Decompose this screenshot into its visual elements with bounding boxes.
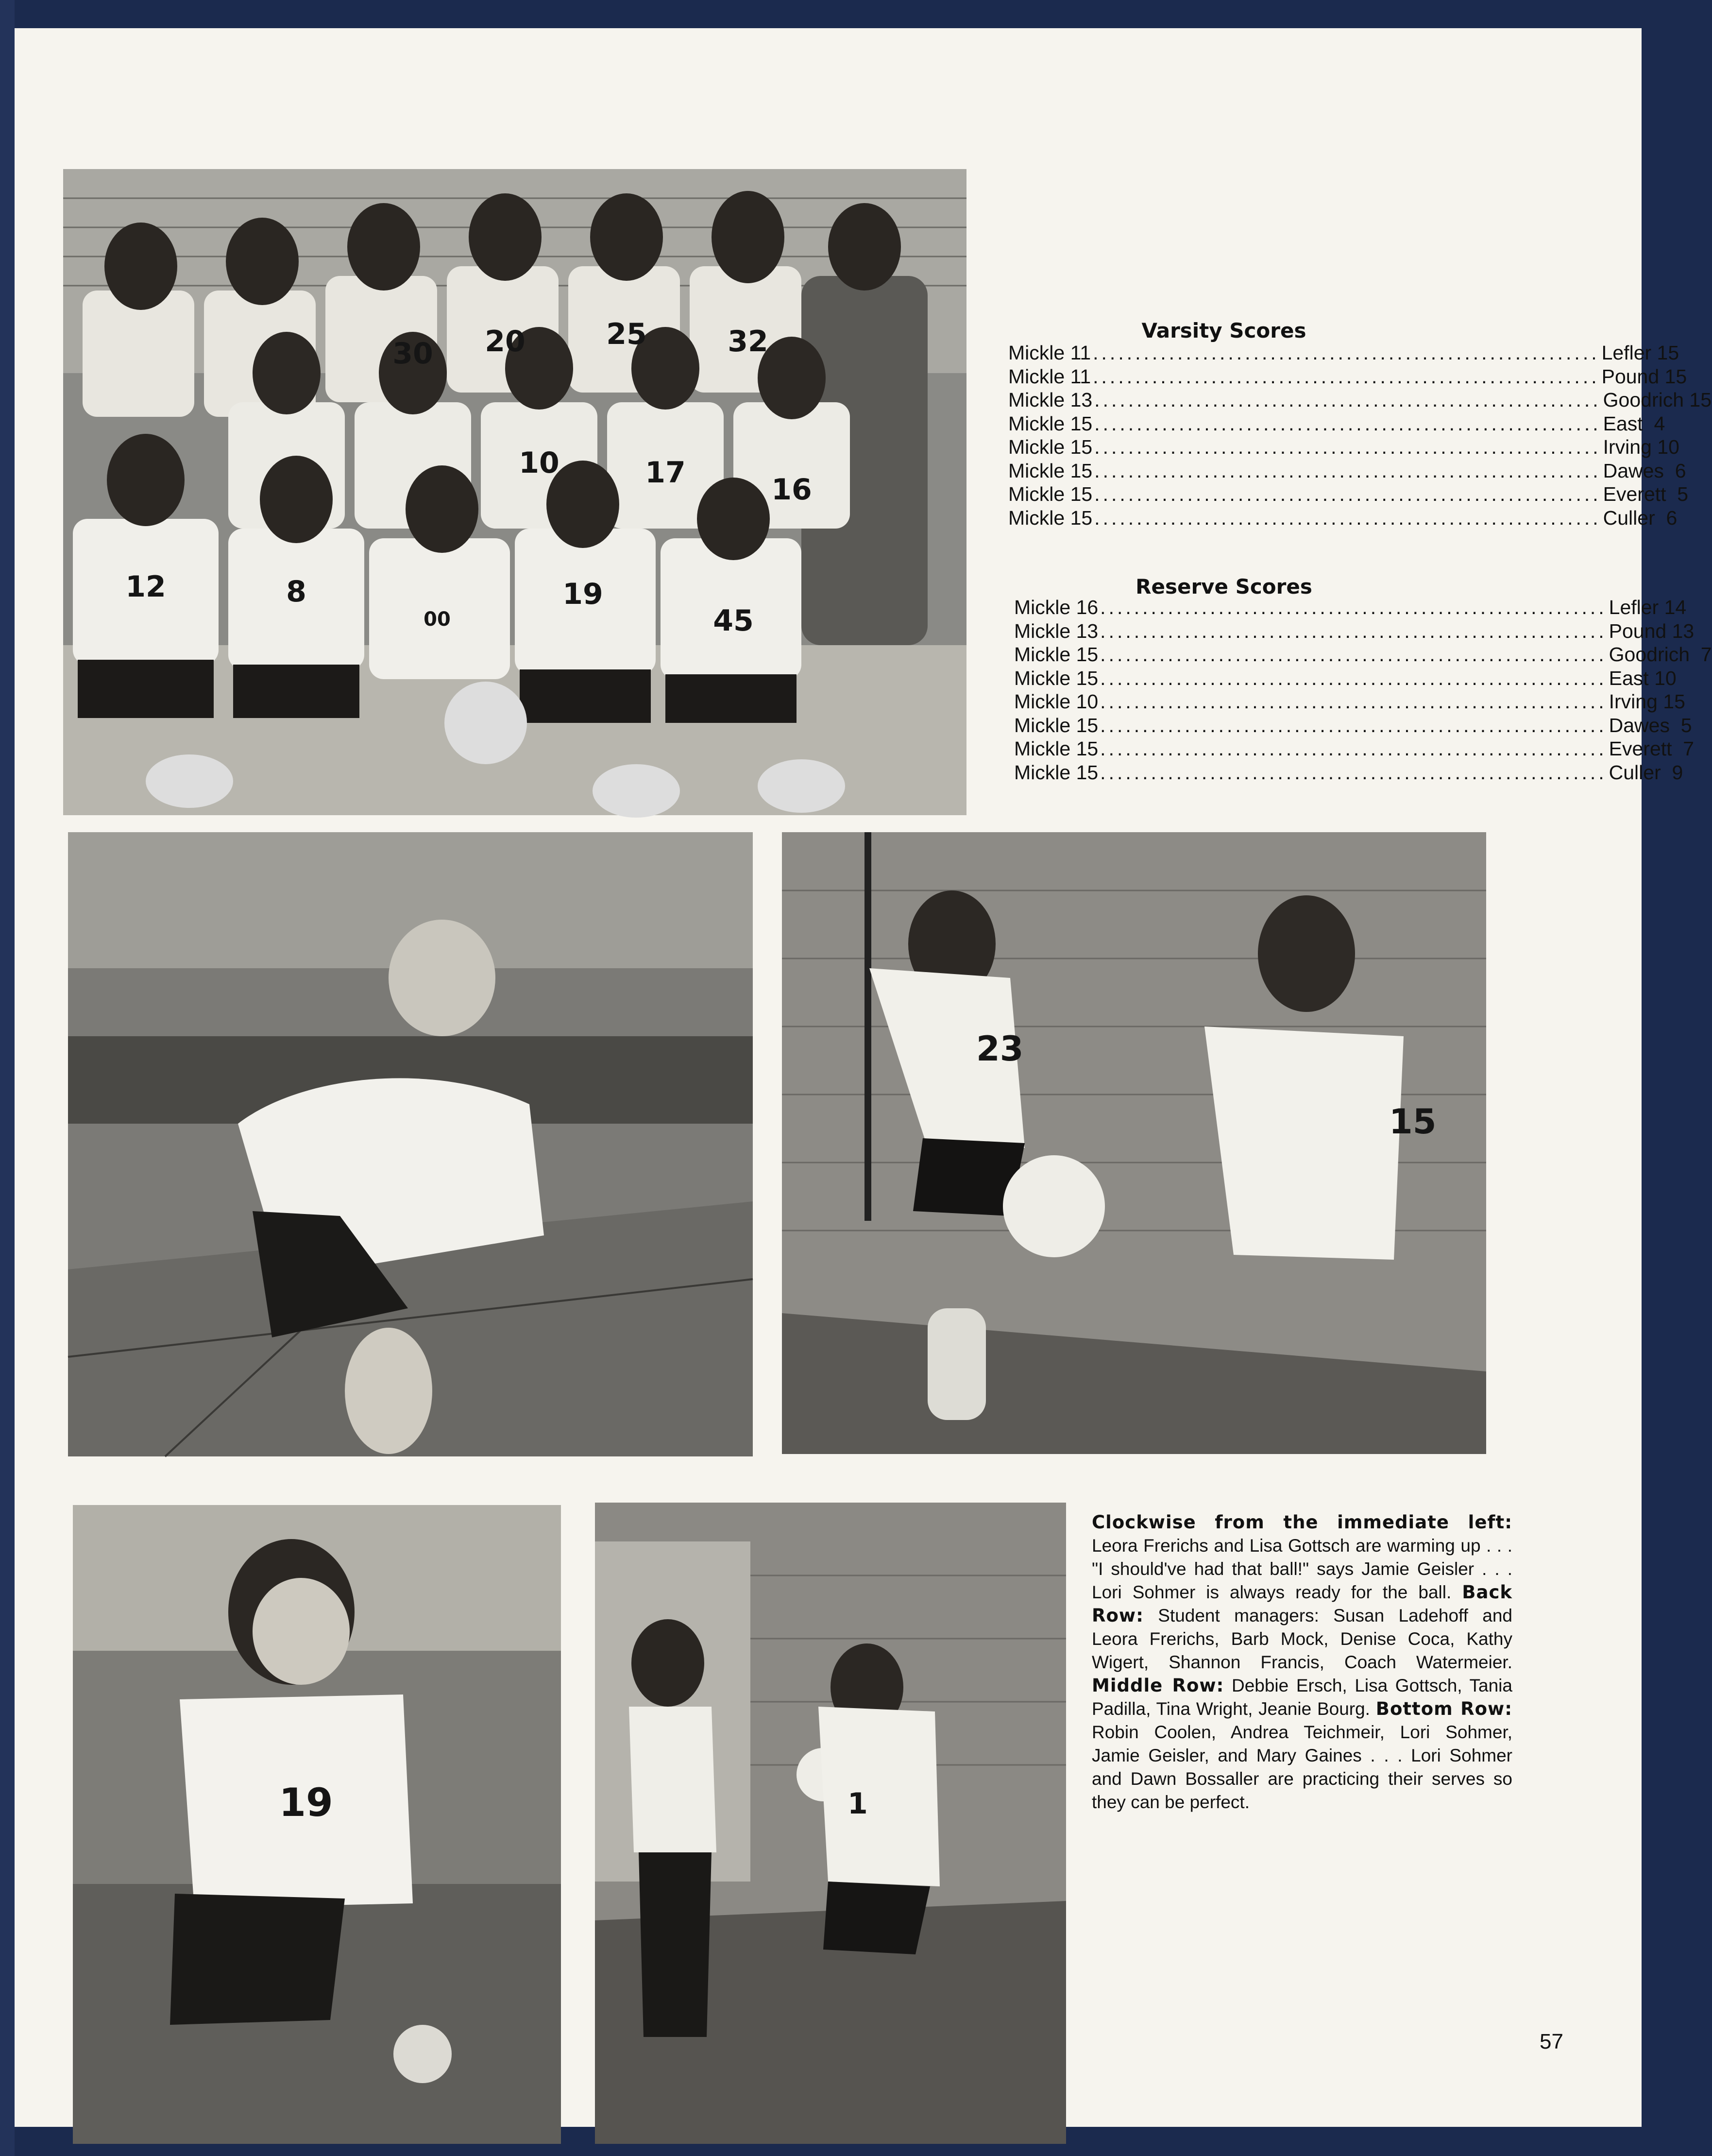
score-opponent: Everett 7 (1609, 737, 1695, 760)
caption-text: Leora Frerichs and Lisa Gottsch are warming up . . . "I should've had that ball!" says Jamie Geisler . . . Lori Sohmer is always ready for the ball. (1092, 1536, 1512, 1602)
score-row (1014, 596, 1687, 618)
score-opponent: Culler 6 (1603, 506, 1678, 529)
score-row (1014, 761, 1683, 784)
score-leader-dots: ............................................................ (1100, 596, 1607, 618)
photo-caption (1092, 1511, 1512, 1814)
score-opponent: Pound 15 (1601, 365, 1687, 388)
jersey-number: 00 (424, 608, 451, 631)
score-leader-dots: ............................................................ (1100, 619, 1607, 642)
jersey-number: 45 (713, 604, 754, 638)
jersey-number: 19 (279, 1780, 333, 1825)
caption-middle-row-label: Middle Row: (1092, 1675, 1224, 1696)
score-opponent: Goodrich 15 (1603, 389, 1712, 411)
score-row (1008, 365, 1687, 388)
jersey-number: 15 (1389, 1102, 1437, 1142)
score-home: Mickle 13 (1008, 389, 1093, 411)
score-leader-dots: ............................................................ (1100, 667, 1607, 689)
score-leader-dots: ............................................................ (1100, 737, 1607, 760)
score-opponent: Irving 15 (1609, 690, 1685, 713)
score-home: Mickle 15 (1008, 506, 1093, 529)
score-opponent: East 10 (1609, 667, 1677, 689)
score-opponent: Dawes 5 (1609, 714, 1692, 736)
jersey-number: 30 (392, 337, 433, 371)
book-spine (1642, 0, 1664, 2156)
score-row (1008, 412, 1665, 435)
score-opponent: Everett 5 (1603, 483, 1689, 505)
score-row (1008, 459, 1686, 482)
caption-back-row-label: Back Row: (1092, 1582, 1512, 1626)
jersey-number: 16 (771, 473, 812, 507)
score-opponent: East 4 (1603, 412, 1665, 435)
caption-text: Student managers: Susan Ladehoff and Leora Frerichs, Barb Mock, Denise Coca, Kathy Wigert, Shannon Francis, Coach Watermeier. (1092, 1606, 1512, 1672)
score-home: Mickle 11 (1008, 342, 1091, 364)
jersey-number: 1 (848, 1787, 868, 1821)
page-number: 57 (1540, 2030, 1563, 2053)
caption-bottom-row-label: Bottom Row: (1375, 1698, 1512, 1719)
score-row (1008, 483, 1689, 505)
caption-text: Robin Coolen, Andrea Teichmeir, Lori Sohmer, Jamie Geisler, and Mary Gaines . . . Lori Sohmer and Dawn Bossaller are practicing their serves so they can be perfect. (1092, 1722, 1512, 1812)
spike-photo (782, 832, 1486, 1454)
jersey-number: 32 (728, 325, 768, 359)
score-leader-dots: ............................................................ (1094, 412, 1601, 435)
left-page-edge (0, 0, 15, 2156)
score-row (1014, 690, 1685, 713)
score-home: Mickle 10 (1014, 690, 1099, 713)
jersey-number: 23 (976, 1029, 1024, 1069)
score-row (1014, 643, 1712, 666)
score-home: Mickle 15 (1008, 436, 1093, 458)
jersey-number: 20 (485, 325, 525, 359)
score-home: Mickle 15 (1014, 761, 1099, 784)
score-opponent: Irving 10 (1603, 436, 1679, 458)
score-row (1014, 667, 1677, 689)
score-leader-dots: ............................................................ (1094, 459, 1601, 482)
score-leader-dots: ............................................................ (1100, 761, 1607, 784)
serve-practice-photo (595, 1503, 1066, 2144)
reserve-scores-title: Reserve Scores (1136, 575, 1312, 599)
score-leader-dots: ............................................................ (1094, 483, 1601, 505)
caption-text: Debbie Ersch, Lisa Gottsch, Tania Padilla, Tina Wright, Jeanie Bourg. (1092, 1676, 1512, 1719)
score-opponent: Culler 9 (1609, 761, 1683, 784)
score-row (1008, 506, 1678, 529)
score-row (1014, 714, 1692, 736)
varsity-scores-title: Varsity Scores (1141, 319, 1306, 342)
jersey-number: 12 (125, 570, 166, 604)
team-photo (63, 169, 966, 815)
score-home: Mickle 15 (1014, 667, 1099, 689)
score-leader-dots: ............................................................ (1094, 436, 1601, 458)
score-home: Mickle 11 (1008, 365, 1091, 388)
score-row (1014, 737, 1695, 760)
jersey-number: 25 (606, 317, 647, 351)
score-row (1008, 342, 1679, 364)
score-leader-dots: ............................................................ (1094, 389, 1601, 411)
score-leader-dots: ............................................................ (1100, 690, 1607, 713)
score-opponent: Pound 13 (1609, 619, 1695, 642)
score-home: Mickle 15 (1008, 412, 1093, 435)
score-opponent: Dawes 6 (1603, 459, 1686, 482)
score-home: Mickle 15 (1014, 737, 1099, 760)
score-home: Mickle 15 (1008, 483, 1093, 505)
score-home: Mickle 15 (1008, 459, 1093, 482)
score-leader-dots: ............................................................ (1093, 342, 1600, 364)
score-opponent: Goodrich 7 (1609, 643, 1712, 666)
warmup-photo (68, 832, 753, 1456)
score-opponent: Lefler 15 (1601, 342, 1679, 364)
jersey-number: 19 (562, 577, 603, 611)
score-leader-dots: ............................................................ (1094, 506, 1601, 529)
ready-photo (73, 1505, 561, 2144)
score-leader-dots: ............................................................ (1100, 643, 1607, 666)
jersey-number: 10 (519, 446, 559, 480)
score-home: Mickle 13 (1014, 619, 1099, 642)
score-home: Mickle 16 (1014, 596, 1099, 618)
score-home: Mickle 15 (1014, 643, 1099, 666)
score-opponent: Lefler 14 (1609, 596, 1687, 618)
score-row (1008, 436, 1679, 458)
score-row (1008, 389, 1712, 411)
yearbook-page (15, 28, 1712, 2127)
score-row (1014, 619, 1695, 642)
score-home: Mickle 15 (1014, 714, 1099, 736)
score-leader-dots: ............................................................ (1093, 365, 1600, 388)
caption-lead: Clockwise from the immediate left: (1092, 1512, 1512, 1533)
jersey-number: 17 (645, 456, 686, 490)
jersey-number: 8 (286, 575, 306, 609)
score-leader-dots: ............................................................ (1100, 714, 1607, 736)
